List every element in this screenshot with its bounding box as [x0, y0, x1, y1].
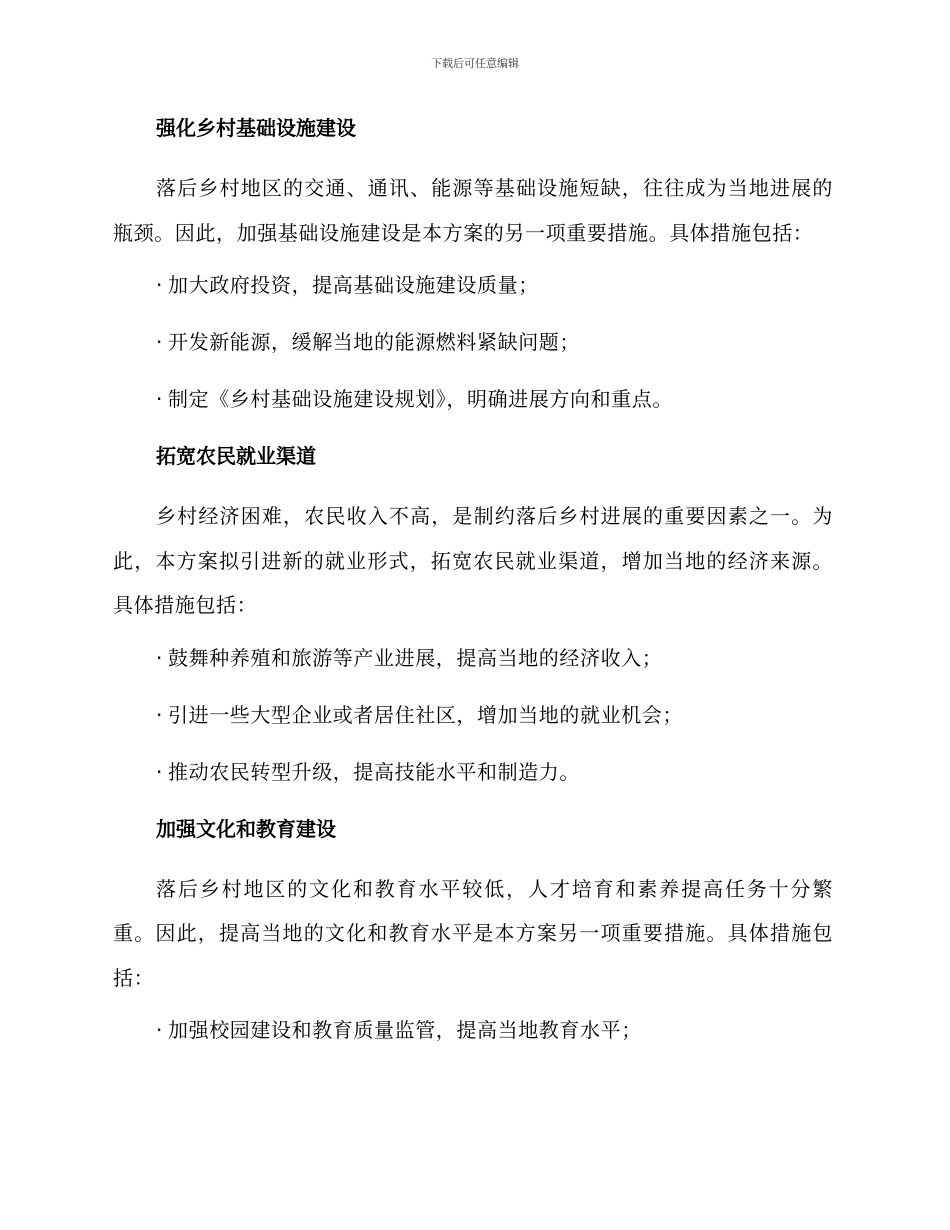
bullet-glyph: · [156, 645, 163, 670]
bullet-list [113, 642, 833, 788]
list-item [113, 383, 833, 415]
section-heading: 加强文化和教育建设 [156, 816, 336, 841]
bullet-list [113, 1014, 833, 1046]
list-item [113, 756, 833, 788]
list-item-text: 鼓舞种养殖和旅游等产业进展，提高当地的经济收入； [168, 645, 663, 670]
bullet-glyph: · [156, 1018, 163, 1042]
bullet-glyph: · [156, 387, 163, 411]
bullet-glyph: · [156, 273, 163, 297]
list-item-text: 推动农民转型升级，提高技能水平和制造力。 [168, 759, 580, 784]
list-item [113, 269, 833, 301]
bullet-glyph: · [156, 759, 163, 784]
bullet-glyph: · [156, 330, 163, 354]
section-paragraph: 落后乡村地区的文化和教育水平较低，人才培育和素养提高任务十分繁重。因此，提高当地的文化和教育水平是本方案另一项重要措施。具体措施包括： [113, 876, 833, 990]
bullet-list [113, 269, 833, 415]
section-paragraph: 落后乡村地区的交通、通讯、能源等基础设施短缺，往往成为当地进展的瓶颈。因此，加强基础设施建设是本方案的另一项重要措施。具体措施包括： [113, 176, 833, 245]
list-item-text: 加强校园建设和教育质量监管，提高当地教育水平； [168, 1018, 642, 1042]
list-item-text: 引进一些大型企业或者居住社区，增加当地的就业机会； [168, 702, 683, 727]
list-item [113, 642, 833, 674]
section-heading: 强化乡村基础设施建设 [156, 116, 356, 140]
section-heading: 拓宽农民就业渠道 [156, 444, 316, 468]
list-item-text: 开发新能源，缓解当地的能源燃料紧缺问题； [168, 330, 580, 354]
document-body [113, 112, 833, 1071]
list-item [113, 1014, 833, 1046]
list-item-text: 加大政府投资，提高基础设施建设质量； [168, 273, 539, 297]
section-paragraph: 乡村经济困难，农民收入不高，是制约落后乡村进展的重要因素之一。为此，本方案拟引进新的就业形式，拓宽农民就业渠道，增加当地的经济来源。具体措施包括： [113, 504, 833, 617]
header-note: 下载后可任意编辑 [431, 57, 519, 70]
bullet-glyph: · [156, 702, 163, 727]
list-item-text: 制定《乡村基础设施建设规划》，明确进展方向和重点。 [168, 387, 673, 411]
list-item [113, 699, 833, 731]
list-item [113, 326, 833, 358]
section-infrastructure [113, 112, 833, 415]
section-culture-education [113, 813, 833, 1047]
section-employment [113, 440, 833, 788]
